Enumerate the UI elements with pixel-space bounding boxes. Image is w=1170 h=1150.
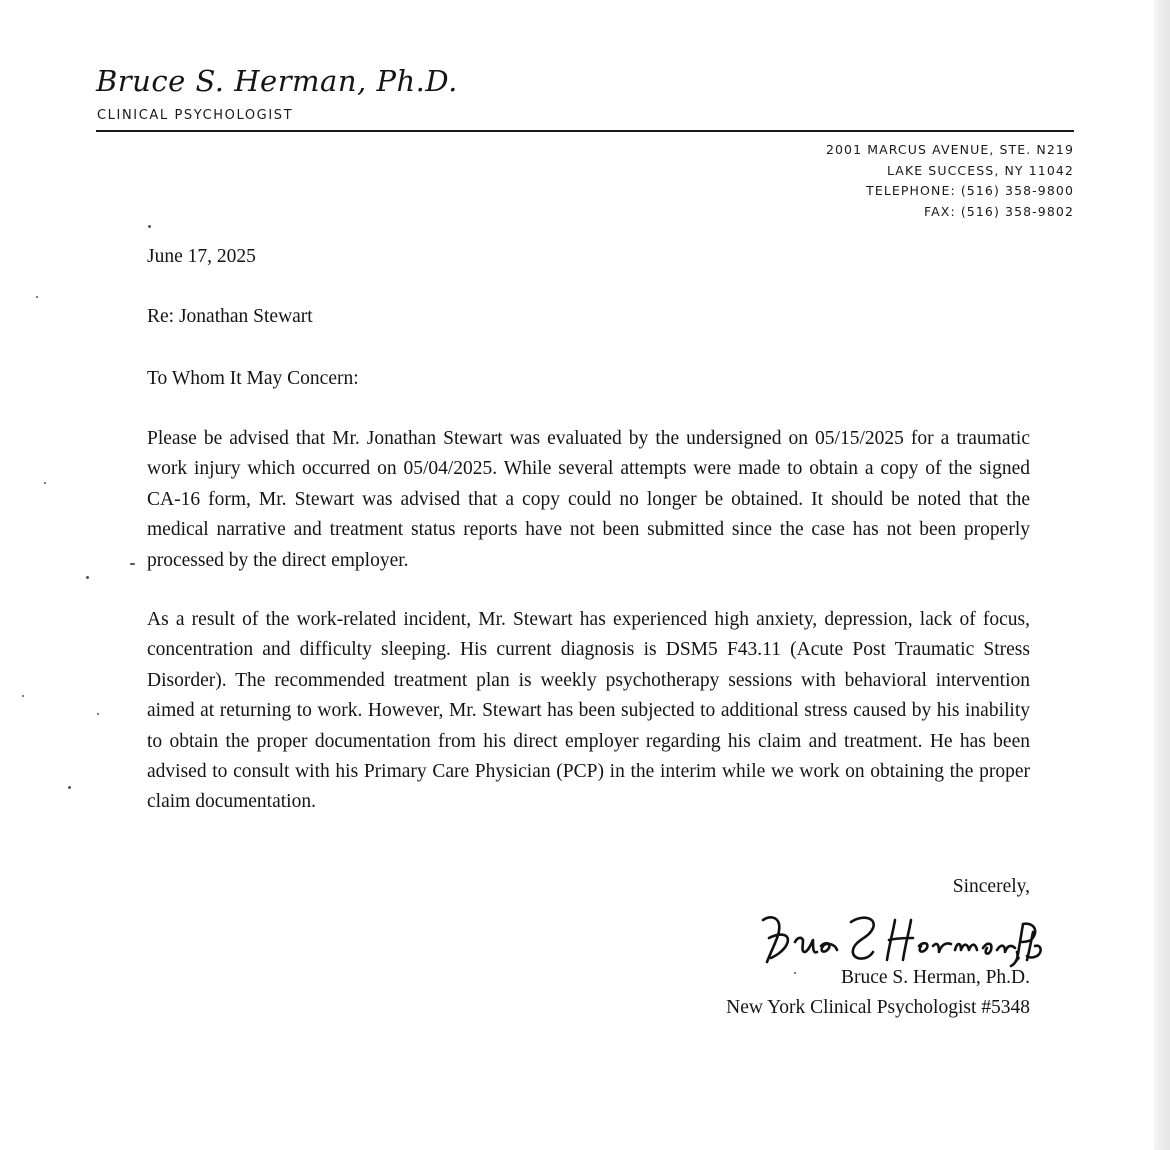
address-fax: FAX: (516) 358-9802 <box>923 203 1074 219</box>
header-divider <box>96 130 1074 132</box>
scan-speck <box>130 563 135 565</box>
page-edge-shadow <box>1154 0 1170 1150</box>
letter-closing: Sincerely, <box>952 876 1030 897</box>
handwritten-signature <box>755 902 1045 972</box>
scan-speck <box>22 695 24 697</box>
letter-paragraph-1: Please be advised that Mr. Jonathan Stewart was evaluated by the undersigned on 05/15/2025 for a traumatic work injury which occurred on 05/04/2025. While several attempts were made to obtain a copy of the signed CA-16 form, Mr. Stewart was advised that a copy could no longer be obtained. It should be noted that the medical narrative and treatment status reports have not been submitted since the case has not been properly processed by the direct employer. <box>147 428 1030 571</box>
scan-speck <box>44 482 46 484</box>
scan-speck <box>794 972 796 974</box>
letterhead-title: CLINICAL PSYCHOLOGIST <box>97 108 294 123</box>
scan-speck <box>68 786 71 789</box>
signer-name: Bruce S. Herman, Ph.D. <box>840 967 1030 988</box>
scan-speck <box>97 713 99 715</box>
address-telephone: TELEPHONE: (516) 358-9800 <box>866 183 1074 198</box>
letter-salutation: To Whom It May Concern: <box>147 368 359 389</box>
scan-speck <box>86 576 89 579</box>
letter-paragraph-2: As a result of the work-related incident, Mr. Stewart has experienced high anxiety, depression, lack of focus, concentration and difficulty sleeping. His current diagnosis is DSM5 F43.11 (Acute Post Traumatic Stress Disorder). The recommended treatment plan is weekly psychotherapy sessions with behavioral intervention aimed at returning to work. However, Mr. Stewart has been subjected to additional stress caused by his inability to obtain the proper documentation from his direct employer regarding his claim and treatment. He has been advised to consult with his Primary Care Physician (PCP) in the interim while we work on obtaining the proper claim documentation. <box>147 609 1030 813</box>
address-street: 2001 MARCUS AVENUE, STE. N219 <box>825 142 1074 157</box>
address-city: LAKE SUCCESS, NY 11042 <box>886 162 1074 178</box>
letterhead-address <box>826 140 1074 222</box>
letter-subject: Re: Jonathan Stewart <box>147 306 313 327</box>
scan-speck <box>36 296 38 298</box>
letterhead-name: Bruce S. Herman, Ph.D. <box>96 64 458 98</box>
signer-license: New York Clinical Psychologist #5348 <box>726 997 1030 1018</box>
scan-speck <box>148 225 151 228</box>
letter-date: June 17, 2025 <box>147 246 256 267</box>
